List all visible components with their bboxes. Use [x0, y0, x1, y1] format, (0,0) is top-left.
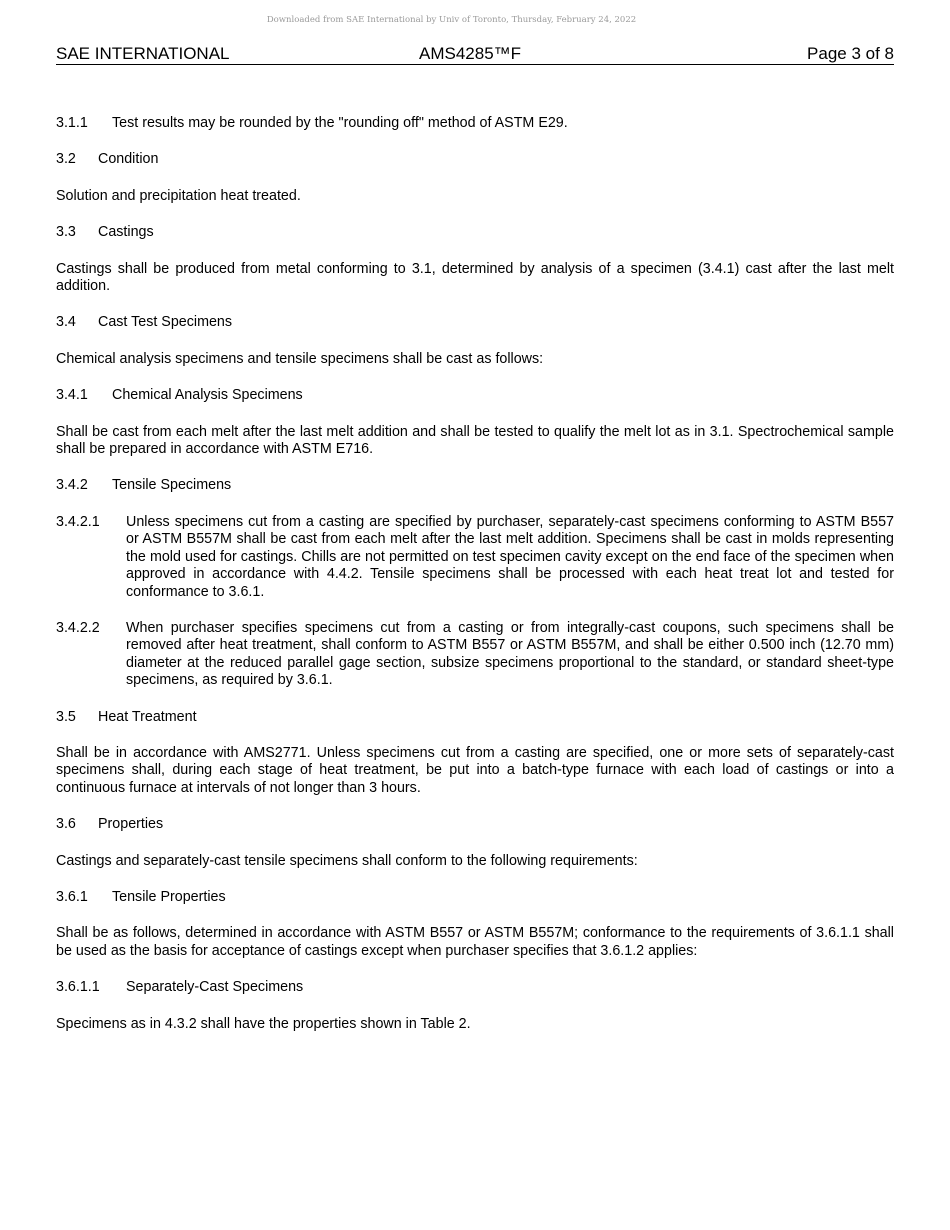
section-heading-3-6-1-1	[56, 979, 894, 996]
paragraph: Chemical analysis specimens and tensile specimens shall be cast as follows:	[56, 350, 544, 367]
section-number: 3.2	[56, 151, 76, 168]
clause-number: 3.4.2.2	[56, 619, 100, 636]
section-title: Chemical Analysis Specimens	[112, 387, 303, 404]
section-number: 3.4	[56, 314, 76, 331]
page-number: Page 3 of 8	[807, 44, 894, 63]
section-number: 3.4.2	[56, 477, 88, 494]
paragraph: Solution and precipitation heat treated.	[56, 187, 301, 204]
download-watermark: Downloaded from SAE International by Univ of Toronto, Thursday, February 24, 2022	[266, 15, 637, 25]
clause-3-4-2-1	[56, 514, 894, 601]
section-heading-3-2	[56, 151, 894, 168]
section-heading-3-6	[56, 816, 894, 833]
clause-number: 3.4.2.1	[56, 513, 100, 530]
paragraph: Shall be in accordance with AMS2771. Unless specimens cut from a casting are specified, one or more sets of separately-cast specimens shall, during each stage of heat treatment, be put into a batch-type furnace with each load of castings or into a continuous furnace at intervals of not longer than 3 hours.	[56, 744, 894, 796]
section-heading-3-5	[56, 709, 894, 726]
section-heading-3-4	[56, 314, 894, 331]
section-heading-3-4-2	[56, 477, 894, 494]
paragraph: Shall be as follows, determined in accordance with ASTM B557 or ASTM B557M; conformance to the requirements of 3.6.1.1 shall be used as the basis for acceptance of castings except when purchaser specifies that 3.6.1.2 applies:	[56, 925, 894, 959]
paragraph: Specimens as in 4.3.2 shall have the properties shown in Table 2.	[56, 1015, 471, 1032]
section-title: Tensile Properties	[112, 888, 226, 905]
clause-3-4-2-2	[56, 620, 894, 690]
section-number: 3.6.1.1	[56, 979, 100, 996]
paragraph: Shall be cast from each melt after the last melt addition and shall be tested to qualify the melt lot as in 3.1. Spectrochemical sample shall be prepared in accordance with ASTM E716.	[56, 423, 894, 458]
section-title: Tensile Specimens	[112, 477, 232, 494]
section-title: Castings	[98, 224, 154, 241]
section-number: 3.6	[56, 816, 76, 833]
section-number: 3.6.1	[56, 888, 88, 905]
section-title: Condition	[98, 151, 159, 168]
section-number: 3.5	[56, 708, 76, 725]
section-title: Heat Treatment	[98, 708, 197, 725]
section-title: Cast Test Specimens	[98, 314, 233, 331]
section-heading-3-4-1	[56, 387, 894, 404]
publisher-name: SAE INTERNATIONAL	[56, 44, 230, 63]
clause-text: Unless specimens cut from a casting are specified by purchaser, separately-cast specimens conforming to ASTM B557 or ASTM B557M shall be cast from each melt after the last melt addition. Specimens shall be cast in molds representing the mold used for castings. Chills are not permitted on test specimen cavity except on the end face of the specimen when approved in accordance with 4.4.2. Tensile specimens shall be processed with each heat treat lot and tested for conformance to 3.6.1.	[126, 513, 894, 600]
section-heading-3-6-1	[56, 889, 894, 906]
section-number: 3.4.1	[56, 387, 88, 404]
clause-text: When purchaser specifies specimens cut from a casting or from integrally-cast coupons, such specimens shall be removed after heat treatment, shall conform to ASTM B557 or ASTM B557M, and shall be either 0.500 inch (12.70 mm) diameter at the reduced parallel gage section, subsize specimens proportional to the standard, or standard sheet-type specimens, as required by 3.6.1.	[126, 619, 894, 689]
section-title: Separately-Cast Specimens	[126, 979, 304, 996]
page-header	[56, 44, 894, 65]
document-body	[56, 115, 894, 1033]
section-number: 3.3	[56, 224, 76, 241]
clause-3-1-1	[56, 115, 894, 132]
document-number: AMS4285™F	[419, 44, 522, 63]
section-heading-3-3	[56, 224, 894, 241]
clause-number: 3.1.1	[56, 115, 88, 131]
section-title: Properties	[98, 816, 164, 833]
paragraph: Castings shall be produced from metal conforming to 3.1, determined by analysis of a specimen (3.4.1) cast after the last melt addition.	[56, 260, 894, 295]
clause-text: Test results may be rounded by the "rounding off" method of ASTM E29.	[112, 115, 568, 131]
paragraph: Castings and separately-cast tensile specimens shall conform to the following requirements:	[56, 852, 638, 869]
